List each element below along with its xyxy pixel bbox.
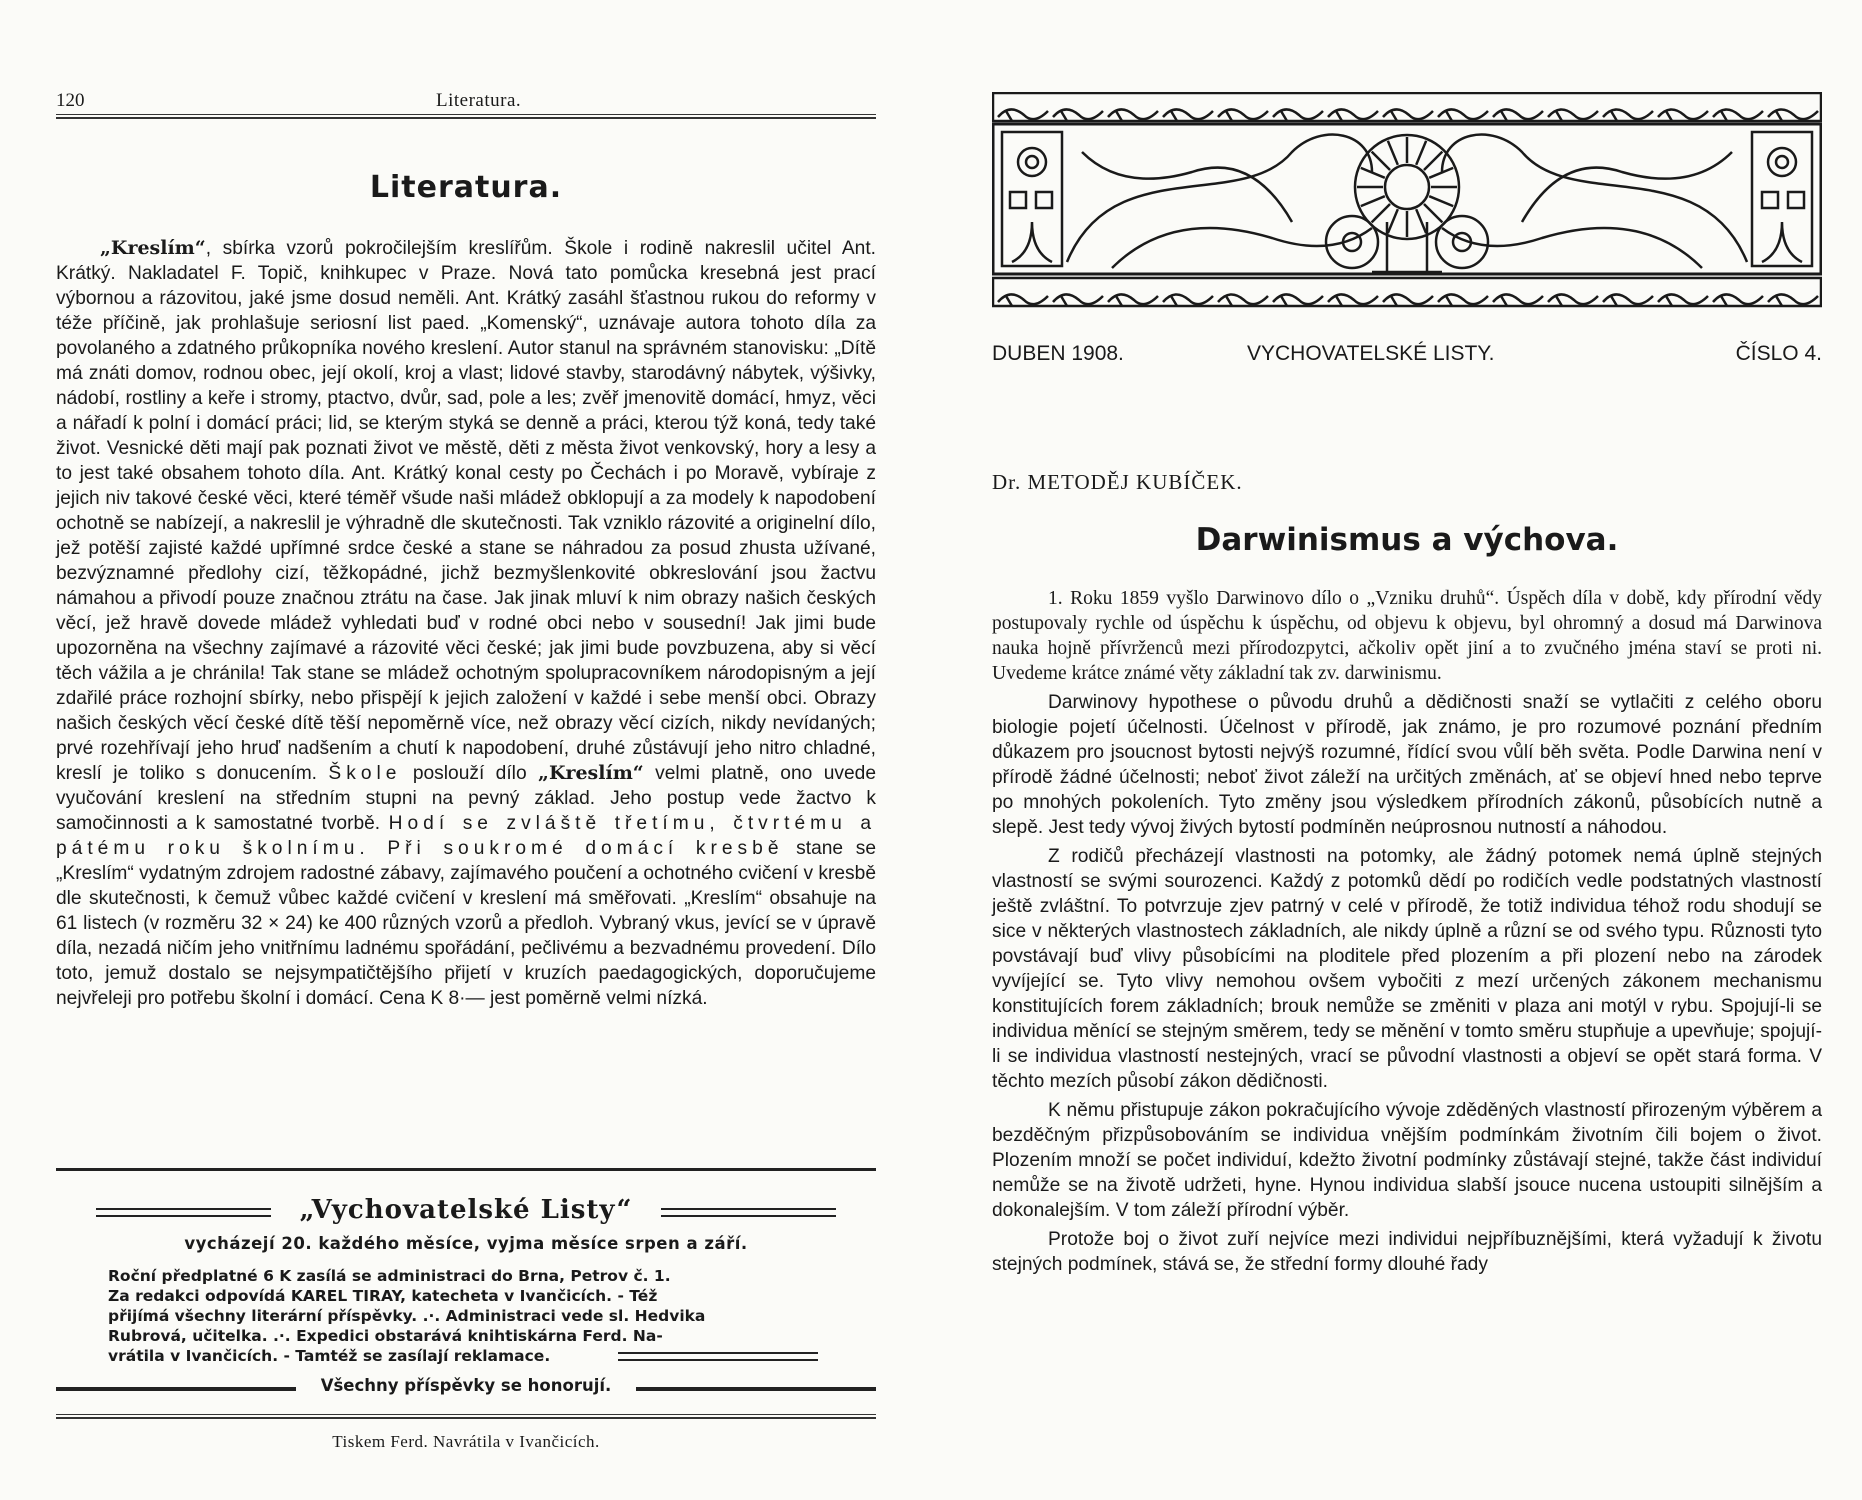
review-title: „Kreslím“	[100, 237, 206, 259]
footer-rule	[56, 1414, 876, 1419]
review-emphasis-2: Hodí se zvláště třetímu, čtvrtému a pátému roku školnímu. Při soukromé domácí kresbě	[56, 813, 876, 859]
printer-imprint: Tiskem Ferd. Navrátila v Ivančicích.	[332, 1432, 600, 1451]
header-rule	[56, 114, 876, 119]
scroll-motif	[1493, 109, 1543, 121]
article-paragraph: Protože boj o život zuří nejvíce mezi individui nejpříbuznějšími, která vyžadují k životu stejných podmínek, stává se, že střední formy dlouhé řady	[992, 1229, 1822, 1275]
scroll-motif	[1163, 294, 1213, 306]
journal-box-footer	[56, 1376, 876, 1400]
scroll-motif	[1053, 109, 1103, 121]
scroll-motif	[1548, 294, 1598, 306]
page-number: 120	[56, 90, 85, 111]
article-paragraph: Darwinovy hypothese o původu druhů a dědičnosti snaží se vytlačiti z celého oboru biologie pojetí účelnosti. Účelnost v přírodě, jak známo, je pro rozumové poznání předním důkazem pro jsoucnost bytosti nejvýš rozumné, řídící svou vůlí běh světa. Podle Darwina není v přírodě žádné účelnosti; neboť život záleží na určitých změnách, ať se objeví hned nebo teprve po mnohých pokoleních. Tyto změny jsou výsledkem přírodních zákonů, působících nutně a slepě. Jest tedy vývoj živých bytostí podmíněn neúprosnou nutností a náhodou.	[992, 692, 1822, 838]
journal-box-header	[56, 1195, 876, 1225]
review-emphasis: Škole	[328, 763, 402, 784]
ornament-line	[618, 1352, 818, 1361]
scroll-motif	[1273, 109, 1323, 121]
scroll-motif	[998, 294, 1048, 306]
scroll-motif	[1658, 294, 1708, 306]
scroll-motif	[998, 109, 1048, 121]
review-text: „Kreslím“, sbírka vzorů pokročilejším kreslířům. Škole i rodině nakreslil učitel Ant. Krátký. Nakladatel F. Topič, knihkupec v Praze. Nová tato pomůcka kresebná jest prací výbornou a rázovitou, jaké jsme dosud neměli. Ant. Krátký zasáhl šťastnou rukou do reformy v téže příčině, jak prohlašuje seriosní list paed. „Komenský“, uznávaje autora tohoto díla za povolaného a zdatného průkopníka nového kreslení. Autor stanul na správném stanovisku: „Dítě má znáti domov, rodnou obec, její okolí, kroj a vlast; lidové stavby, starodávný nábytek, výšivky, nádobí, rostliny a keře i stromy, ptactvo, dvůr, sad, pole a les; zvěř jmenovitě domácí, hmyz, věci a nářadí k polní i domácí práci; lid, se kterým styká se denně a práci, kterou týž koná, tedy také život. Vesnické děti mají pak poznati život ve městě, děti z města život venkovský, hory a lesy a to jest také obsahem tohoto díla. Ant. Krátký konal cesty po Čechách i po Moravě, vybíraje z jejich niv takové české věci, které téměř všude naši mládež obklopují a za modely k napodobení ochotně se nabízejí, a nakreslil je výhradně dle skutečnosti. Tak vzniklo rázovité a originelní dílo, jež potěší zajisté každé upřímné srdce české a stane se náhradou za posud zhusta užívané, bezvýznamné předlohy cizí, těžkopádné, jichž bezmyšlenkovité obkreslování jsou žactvu námahou a přivodí pouze značnou ztrátu na čase. Jak jinak mluví k nim obrazy našich českých věcí, jež hravě dovede mládež vyhledati buď v rodné obci nebo v sousední! Jak jimi bude upozorněna na všechny zajímavé a rázovité věci české; jak jimi bude povzbuzena, aby si věcí těch vážila a je chránila! Tak stane se mládež ochotným spolupracovníkem národopisným a její zdařilé práce rozhojní sbírky, nebo přispějí k jejich založení v každé i sebe menší obci. Obrazy našich českých věcí české dítě těší nepoměrně více, než obrazy věcí cizích, nikdy nevídaných; prvé rozehřívají jeho hruď nadšením a chutí k napodobení, druhé zůstávují jeho nitro chladné, kreslí je toliko s donucením. Škole poslouží dílo „Kreslím“ velmi platně, ono uvede vyučování kreslení na středním stupni na pevný základ. Jeho postup vede žactvo k samočinnosti a k samostatné tvorbě. Hodí se zvláště třetímu, čtvrtému a pátému roku školnímu. Při soukromé domácí kresbě stane se „Kreslím“ vydatným zdrojem radostné zábavy, zajímavého poučení a ochotného cvičení v kresbě dle skutečnosti, k čemuž vůbec každé cvičení v kreslení má směřovati. „Kreslím“ obsahuje na 61 listech (v rozměru 32 × 24) ke 400 různých vzorů a předloh. Vybraný vkus, jevící se v úpravě díla, nezadá ničím jeho vnitřnímu ladnému spořádání, pečlivému a bezvadnému provedení. Dílo toto, jemuž dostalo se nejsympatičtějšího přijetí v kruzích paedagogických, doporučujeme nejvřeleji pro potřebu školní i domácí. Cena K 8·— jest poměrně velmi nízká.	[56, 237, 876, 1009]
petal-line	[1372, 152, 1390, 170]
petal-line	[1416, 209, 1426, 233]
scroll-motif	[1493, 294, 1543, 306]
scroll-motif	[1273, 294, 1323, 306]
running-title: Literatura.	[436, 90, 522, 111]
scroll-motif	[1163, 109, 1213, 121]
scroll-motif	[1438, 294, 1488, 306]
petal-line	[1424, 204, 1442, 222]
issue-line	[992, 342, 1822, 370]
article-paragraph: 1. Roku 1859 vyšlo Darwinovo dílo o „Vzniku druhů“. Úspěch díla v době, kdy přírodní vědy postupovaly rychle od úspěchu k úspěchu, od objevu k objevu, byl ohromný a dosud má Darwinova nauka hojně přívrženců mezi přírodozpytci, ačkoliv opět jiní a to zvučného jména staví se proti ni. Uvedeme krátce známé věty základní tak zv. darwinismu.	[992, 588, 1822, 684]
petal-line	[1388, 209, 1398, 233]
issue-number: ČÍSLO 4.	[1735, 342, 1822, 365]
journal-box-text: Roční předplatné 6 K zasílá se administraci do Brna, Petrov č. 1. Za redakci odpovídá KAREL TIRAY, katecheta v Ivančicích. - Též přijímá všechny literární příspěvky. .·. Administraci vede sl. Hedvika Rubrová, učitelka. .·. Expedici obstarává knihtiskárna Ferd. Na- vrátila v Ivančicích. - Tamtéž se zasílají reklamace.	[108, 1266, 820, 1366]
petal-line	[1361, 196, 1385, 206]
scroll-motif	[1328, 109, 1378, 121]
scroll-motif	[1548, 109, 1598, 121]
scroll-motif	[1383, 294, 1433, 306]
petal-line	[1372, 204, 1390, 222]
scroll-motif	[1053, 294, 1103, 306]
art-nouveau-ornament	[992, 92, 1822, 308]
scroll-motif	[1658, 109, 1708, 121]
scroll-motif	[1218, 109, 1268, 121]
article-paragraph: K němu přistupuje zákon pokračujícího vývoje zděděných vlastností přirozeným výběrem a bezděčným přizpůsobováním se individua vnějším podmínkám životním čili bojem o život. Plozením množí se počet individuí, kdežto životní podmínky zůstávají stejné, takže část individuí nemůže se na životě udržeti, hyne. Hynou individua slabší jsouce nucena ustoupiti silnějším a dokonalejším. V tom záleží přírodní výběr.	[992, 1100, 1822, 1221]
article-title: Darwinismus a výchova.	[1195, 522, 1619, 558]
scroll-motif	[1713, 294, 1763, 306]
scroll-motif	[1438, 109, 1488, 121]
journal-box-title: „Vychovatelské Listy“	[299, 1195, 633, 1225]
article-author: Dr. METODĚJ KUBÍČEK.	[992, 470, 1243, 494]
scroll-motif	[1383, 109, 1433, 121]
article-body	[992, 586, 1822, 1281]
scroll-motif	[1713, 109, 1763, 121]
petal-line	[1388, 141, 1398, 165]
petal-line	[1416, 141, 1426, 165]
scroll-motif	[1108, 294, 1158, 306]
article-paragraph: Z rodičů přecházejí vlastnosti na potomky, ale žádný potomek nemá úplně stejných vlastností se svými sourozenci. Každý z potomků dědí po rodičích vedle podstatných vlastností ještě zvláštní. To potvrzuje zjev patrný v celé v přírodě, že totiž individua téhož rodu shodují se sice v některých vlastnostech základních, ale nikdy úplně a různí se od svého typu. Různosti tyto povstávají buď vlivy působícími na ploditele před plozením a při plození nebo na zárodek vyvíjející se. Tyto vlivy nemohou ovšem vybočiti z mezí určených zákonem mechanismu konstitujících forem základních; brouk nemůže se změniti v plaza ani motýl v rybu. Spojují-li se individua měnící se stejným směrem, tedy se měnění v tomto směru stupňuje a upevňuje; spojují-li se individua vlastností nestejných, vrací se původní vlastnosti a objeví se opět stará forma. V těchto mezích působí zákon dědičnosti.	[992, 846, 1822, 1092]
scroll-motif	[1603, 109, 1653, 121]
section-title: Literatura.	[369, 170, 563, 205]
scroll-motif	[1603, 294, 1653, 306]
honorarium-note: Všechny příspěvky se honorují.	[320, 1376, 612, 1395]
petal-line	[1424, 152, 1442, 170]
petal-line	[1429, 196, 1453, 206]
divider-rule	[56, 1168, 876, 1171]
review-title-repeat: „Kreslím“	[538, 762, 644, 784]
issue-month: DUBEN 1908.	[992, 342, 1124, 365]
scroll-motif	[1768, 109, 1818, 121]
scroll-motif	[1108, 109, 1158, 121]
journal-name: VYCHOVATELSKÉ LISTY.	[1247, 342, 1495, 365]
scroll-motif	[1768, 294, 1818, 306]
scroll-motif	[1328, 294, 1378, 306]
journal-box-subtitle: vycházejí 20. každého měsíce, vyjma měsíce srpen a září.	[184, 1234, 748, 1253]
running-head	[56, 90, 876, 112]
scroll-motif	[1218, 294, 1268, 306]
